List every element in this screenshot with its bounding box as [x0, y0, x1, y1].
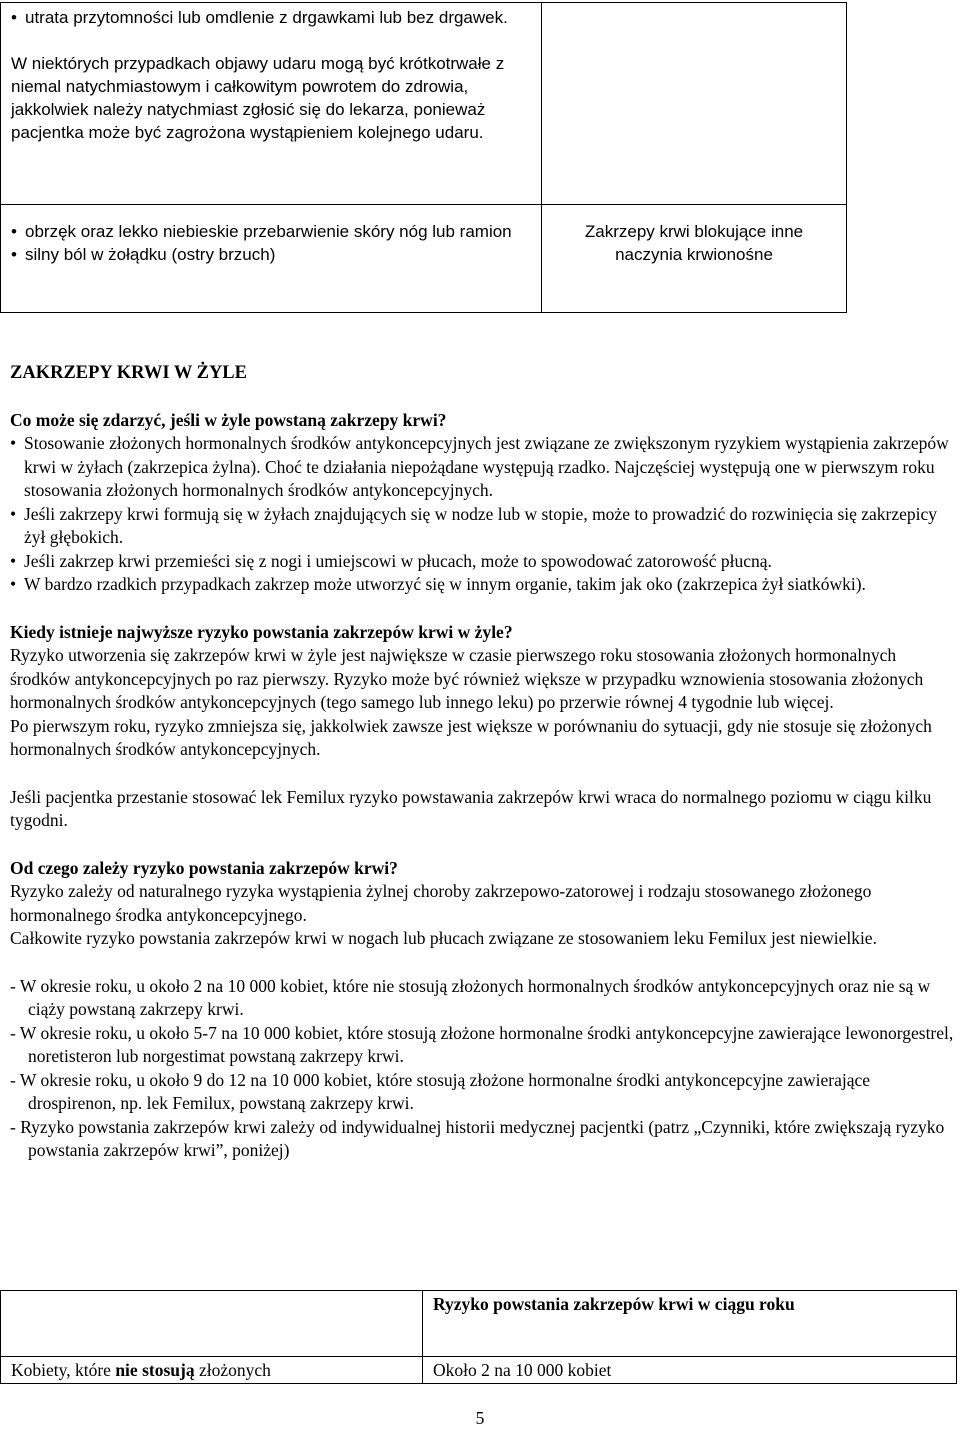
paragraph: Ryzyko zależy od naturalnego ryzyka wystąpienia żylnej choroby zakrzepowo-zatorowej i rodzaju stosowanego złożonego hormonalnego środka antykoncepcyjnego.	[10, 881, 872, 925]
risk-table-row-value: Około 2 na 10 000 kobiet	[423, 1357, 957, 1384]
page-number: 5	[475, 1408, 485, 1428]
symptom-bullet: • utrata przytomności lub omdlenie z drgawkami lub bez drgawek.	[11, 6, 533, 29]
dash-item: - W okresie roku, u około 2 na 10 000 kobiet, które nie stosują złożonych hormonalnych środków antykoncepcyjnych oraz nie są w ciąży powstaną zakrzepy krwi.	[10, 975, 931, 1019]
main-content	[10, 362, 955, 1163]
risk-table-header-right: Ryzyko powstania zakrzepów krwi w ciągu roku	[423, 1291, 957, 1357]
question-heading: Od czego zależy ryzyko powstania zakrzepów krwi?	[10, 857, 398, 878]
dash-item: - Ryzyko powstania zakrzepów krwi zależy od indywidualnej historii medycznej pacjentki (patrz „Czynniki, które zwiększają ryzyko powstania zakrzepów krwi”, poniżej)	[10, 1116, 945, 1160]
condition-label: Zakrzepy krwi blokujące inne naczynia krwionośne	[584, 222, 804, 264]
risk-table	[0, 1290, 957, 1384]
stroke-note-paragraph: W niektórych przypadkach objawy udaru mogą być krótkotrwałe z niemal natychmiastowym i całkowitym powrotem do zdrowia, jakkolwiek należy natychmiast zgłosić się do lekarza, ponieważ pacjentka może być zagrożona wystąpieniem kolejnego udaru.	[11, 54, 505, 142]
symptoms-cell-left-2	[1, 205, 542, 313]
symptom-bullet: • obrzęk oraz lekko niebieskie przebarwienie skóry nóg lub ramion	[11, 220, 533, 243]
list-item: • Jeśli zakrzep krwi przemieści się z nogi i umiejscowi w płucach, może to spowodować zatorowość płucną.	[10, 550, 955, 574]
symptoms-cell-right	[542, 3, 847, 205]
dash-item: - W okresie roku, u około 5-7 na 10 000 kobiet, które stosują złożone hormonalne środki antykoncepcyjne zawierające lewonorgestrel, noretisteron lub norgestimat powstaną zakrzepy krwi.	[10, 1022, 954, 1066]
list-item: • W bardzo rzadkich przypadkach zakrzep może utworzyć się w innym organie, takim jak oko (zakrzepica żył siatkówki).	[10, 573, 955, 597]
paragraph: Po pierwszym roku, ryzyko zmniejsza się, jakkolwiek zawsze jest większe w porównaniu do sytuacji, gdy nie stosuje się złożonych hormonalnych środków antykoncepcyjnych.	[10, 715, 932, 759]
section-heading: ZAKRZEPY KRWI W ŻYLE	[10, 363, 247, 383]
symptoms-cell-left	[1, 3, 542, 205]
condition-cell	[542, 205, 847, 313]
symptom-bullet: • silny ból w żołądku (ostry brzuch)	[11, 243, 533, 266]
list-item-continuation: Najczęściej występują one w pierwszym roku stosowania złożonych hormonalnych środków antykoncepcyjnych.	[24, 456, 935, 500]
paragraph: Ryzyko utworzenia się zakrzepów krwi w żyle jest największe w czasie pierwszego roku stosowania złożonych hormonalnych środków antykoncepcyjnych po raz pierwszy. Ryzyko może być również większe w przypadku wznowienia stosowania złożonych hormonalnych środków antykoncepcyjnych (tego samego lub innego leku) po przerwie równej 4 tygodnie lub więcej.	[10, 645, 924, 712]
list-item: • Stosowanie złożonych hormonalnych środków antykoncepcyjnych jest związane ze zwiększonym ryzykiem wystąpienia zakrzepów krwi w żyłach (zakrzepica żylna). Choć te działania niepożądane występują rzadko. Najczęściej występują one w pierwszym roku stosowania złożonych hormonalnych środków antykoncepcyjnych.	[10, 432, 955, 503]
symptoms-table	[0, 2, 847, 313]
paragraph: Całkowite ryzyko powstania zakrzepów krwi w nogach lub płucach związane ze stosowaniem leku Femilux jest niewielkie.	[10, 928, 877, 948]
paragraph: Jeśli pacjentka przestanie stosować lek Femilux ryzyko powstawania zakrzepów krwi wraca do normalnego poziomu w ciągu kilku tygodni.	[10, 786, 932, 830]
risk-table-row-label: Kobiety, które nie stosują złożonych	[1, 1357, 423, 1384]
question-heading: Co może się zdarzyć, jeśli w żyle powstaną zakrzepy krwi?	[10, 409, 447, 430]
risk-table-header-left	[1, 1291, 423, 1357]
question-heading: Kiedy istnieje najwyższe ryzyko powstania zakrzepów krwi w żyle?	[10, 621, 513, 642]
list-item: • Jeśli zakrzepy krwi formują się w żyłach znajdujących się w nodze lub w stopie, może to prowadzić do rozwinięcia się zakrzepicy żył głębokich.	[10, 503, 955, 550]
dash-item: - W okresie roku, u około 9 do 12 na 10 000 kobiet, które stosują złożone hormonalne środki antykoncepcyjne zawierające drospirenon, np. lek Femilux, powstaną zakrzepy krwi.	[10, 1069, 871, 1113]
